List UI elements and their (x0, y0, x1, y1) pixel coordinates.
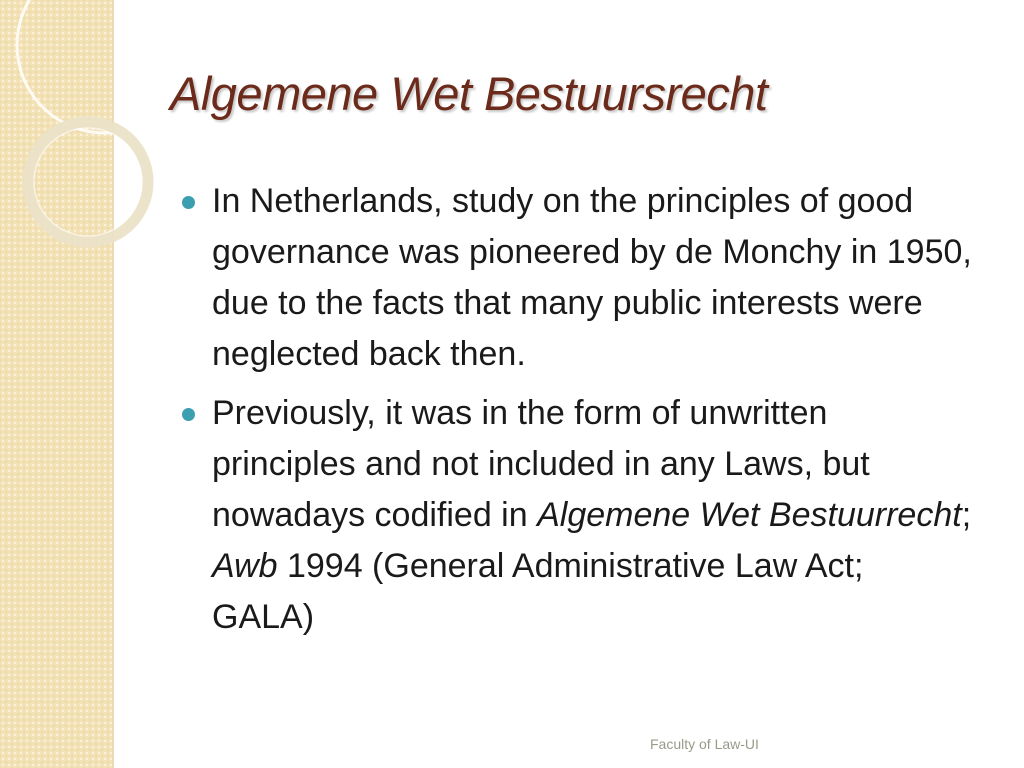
bullet-text: ; (961, 496, 972, 534)
decorative-ring-small-inner (34, 128, 142, 236)
bullet-text-italic-abbreviation: Awb (212, 547, 278, 585)
bullet-item (212, 176, 972, 380)
bullet-item (212, 388, 972, 643)
bullet-dot-icon (182, 408, 195, 421)
bullet-dot-icon (182, 196, 195, 209)
decorative-ring-large (17, 0, 193, 133)
decorative-ring-small (28, 122, 148, 242)
decorative-rings-graphic (0, 0, 130, 270)
footer-text: Faculty of Law-UI (650, 736, 759, 752)
slide-title: Algemene Wet Bestuursrecht (170, 67, 768, 120)
bullet-text: Previously, it was in the form of unwritten principles and not included in any Laws, but nowadays codified in (212, 394, 870, 534)
bullet-text: In Netherlands, study on the principles of good governance was pioneered by de Monchy in 1950, due to the facts that many public interests were neglected back then. (212, 182, 972, 373)
bullet-text-italic-law-name: Algemene Wet Bestuurrecht (537, 496, 962, 534)
bullet-list (212, 176, 972, 651)
bullet-text: 1994 (General Administrative Law Act; GALA) (212, 547, 864, 636)
